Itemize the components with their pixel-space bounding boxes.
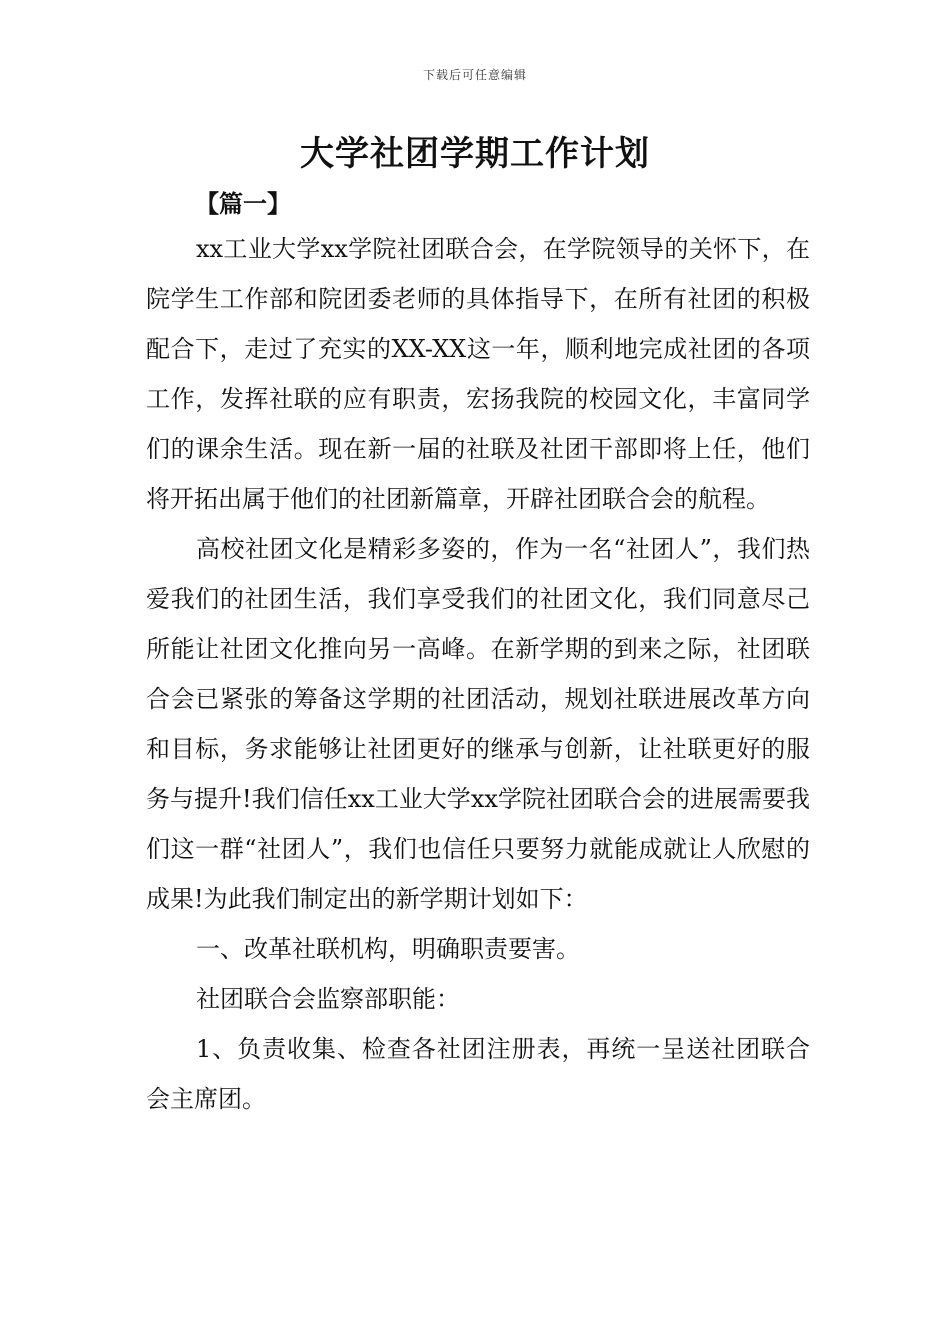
header-note: 下载后可任意编辑 xyxy=(422,68,527,82)
section-label: 【篇一】 xyxy=(195,189,291,218)
document-title: 大学社团学期工作计划 xyxy=(300,134,650,174)
paragraph-heading-reform: 一、改革社联机构，明确职责要害。 xyxy=(196,935,580,963)
paragraph-item-1: 1、负责收集、检查各社团注册表，再统一呈送社团联合会主席团。 xyxy=(146,1035,810,1113)
paragraph-culture: 高校社团文化是精彩多姿的，作为一名“社团人”，我们热爱我们的社团生活，我们享受我们的社团文化，我们同意尽己所能让社团文化推向另一高峰。在新学期的到来之际，社团联合会已紧张的筹备这学期的社团活动，规划社联进展改革方向和目标，务求能够让社团更好的继承与创新，让社联更好的服务与提升!我们信任xx工业大学xx学院社团联合会的进展需要我们这一群“社团人”，我们也信任只要努力就能成就让人欣慰的成果!为此我们制定出的新学期计划如下： xyxy=(146,535,810,913)
document-body xyxy=(146,224,810,1124)
paragraph-intro: xx工业大学xx学院社团联合会，在学院领导的关怀下，在院学生工作部和院团委老师的具体指导下，在所有社团的积极配合下，走过了充实的XX-XX这一年，顺利地完成社团的各项工作，发挥社联的应有职责，宏扬我院的校园文化，丰富同学们的课余生活。现在新一届的社联及社团干部即将上任，他们将开拓出属于他们的社团新篇章，开辟社团联合会的航程。 xyxy=(146,235,810,513)
paragraph-heading-supervision: 社团联合会监察部职能： xyxy=(196,985,460,1013)
